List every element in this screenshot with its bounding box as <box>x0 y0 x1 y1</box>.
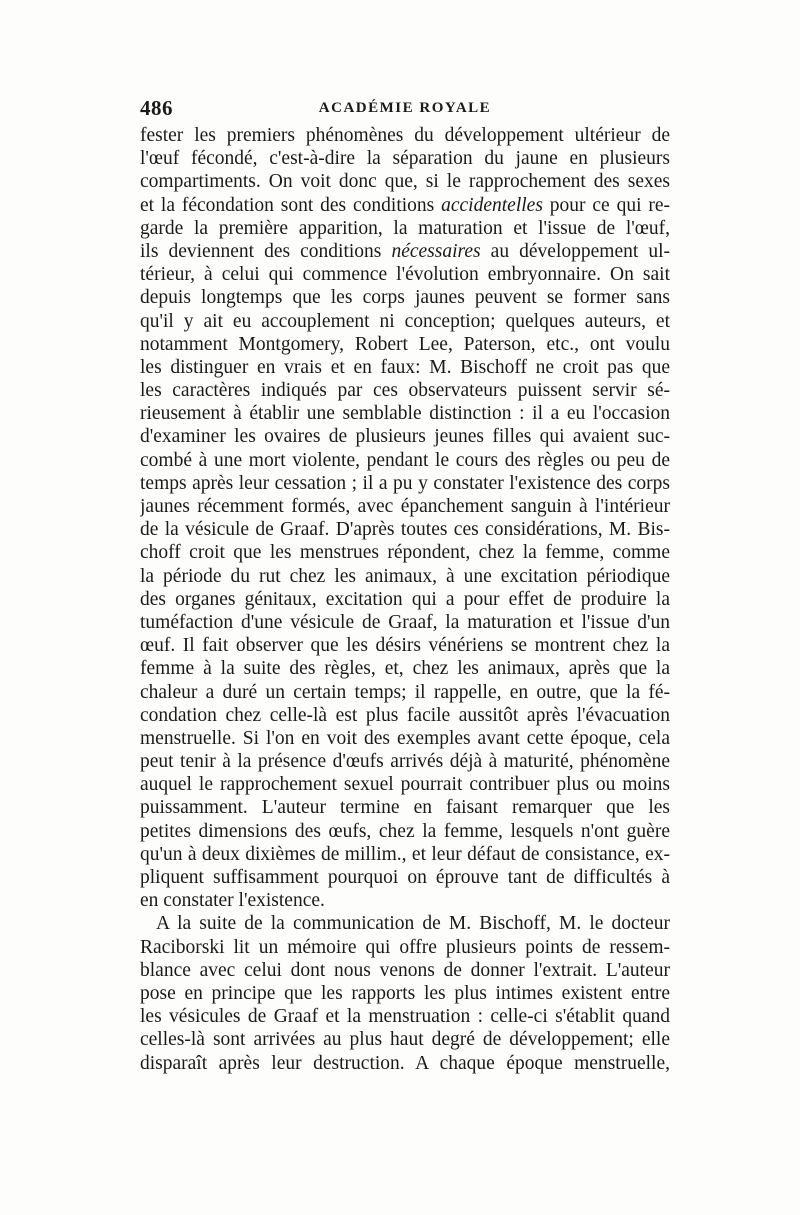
text-line: ils deviennent des conditions nécessaires au développement ul- <box>140 240 670 262</box>
text-line: de la vésicule de Graaf. D'après toutes ces considérations, M. Bis- <box>140 519 670 541</box>
text-line: pose en principe que les rapports les plus intimes existent entre <box>140 982 670 1004</box>
text-line: des organes génitaux, excitation qui a pour effet de produire la <box>140 588 670 610</box>
text-line: et la fécondation sont des conditions accidentelles pour ce qui re- <box>140 194 670 216</box>
text-line: garde la première apparition, la maturation et l'issue de l'œuf, <box>140 217 670 239</box>
text-line: combé à une mort violente, pendant le cours des règles ou peu de <box>140 449 670 471</box>
text-line: temps après leur cessation ; il a pu y constater l'existence des corps <box>140 472 670 494</box>
paragraph-start-line: A la suite de la communication de M. Bischoff, M. le docteur <box>156 913 670 935</box>
paragraph-end-line: en constater l'existence. <box>140 890 325 912</box>
text-line: celles-là sont arrivées au plus haut degré de développement; elle <box>140 1029 670 1051</box>
text-line: petites dimensions des œufs, chez la femme, lesquels n'ont guère <box>140 820 670 842</box>
text-line: condation chez celle-là est plus facile aussitôt après l'évacuation <box>140 704 670 726</box>
text-line: femme à la suite des règles, et, chez les animaux, après que la <box>140 658 670 680</box>
text-line: fester les premiers phénomènes du développement ultérieur de <box>140 125 670 146</box>
text-line: notamment Montgomery, Robert Lee, Paterson, etc., ont voulu <box>140 333 670 355</box>
text-line: compartiments. On voit donc que, si le rapprochement des sexes <box>140 171 670 193</box>
text-line: disparaît après leur destruction. A chaque époque menstruelle, <box>140 1052 670 1074</box>
text-line: pliquent suffisamment pourquoi on éprouve tant de difficultés à <box>140 867 670 888</box>
text-line: les distinguer en vrais et en faux: M. Bischoff ne croit pas que <box>140 356 670 378</box>
text-line: auquel le rapprochement sexuel pourrait contribuer plus ou moins <box>140 774 670 796</box>
text-line: blance avec celui dont nous venons de donner l'extrait. L'auteur <box>140 959 670 981</box>
body-text <box>140 124 670 1075</box>
emphasis: nécessaires <box>391 240 481 262</box>
text-line: œuf. Il fait observer que les désirs vénériens se montrent chez la <box>140 635 670 657</box>
text-line: menstruelle. Si l'on en voit des exemples avant cette époque, cela <box>140 727 670 749</box>
text-line: peut tenir à la présence d'œufs arrivés déjà à maturité, phénomène <box>140 751 670 773</box>
text-line: puissamment. L'auteur termine en faisant remarquer que les <box>140 797 670 819</box>
page-header <box>140 96 670 126</box>
text-line: l'œuf fécondé, c'est-à-dire la séparation du jaune en plusieurs <box>140 148 670 170</box>
text-line: les vésicules de Graaf et la menstruation : celle-ci s'établit quand <box>140 1006 670 1028</box>
text-line: les caractères indiqués par ces observateurs puissent servir sé- <box>140 380 670 402</box>
text-line: la période du rut chez les animaux, à une excitation périodique <box>140 565 670 587</box>
text-line: jaunes récemment formés, avec épanchement sanguin à l'intérieur <box>140 496 670 517</box>
text-line: térieur, à celui qui commence l'évolution embryonnaire. On sait <box>140 264 670 286</box>
text-line: choff croit que les menstrues répondent, chez la femme, comme <box>140 542 670 564</box>
running-title: ACADÉMIE ROYALE <box>318 100 492 116</box>
text-line: qu'un à deux dixièmes de millim., et leur défaut de consistance, ex- <box>140 843 670 865</box>
text-line: chaleur a duré un certain temps; il rappelle, en outre, que la fé- <box>140 681 670 703</box>
page-number: 486 <box>140 96 173 120</box>
text-line: rieusement à établir une semblable distinction : il a eu l'occasion <box>140 403 670 425</box>
text-line: depuis longtemps que les corps jaunes peuvent se former sans <box>140 287 670 309</box>
text-line: Raciborski lit un mémoire qui offre plusieurs points de ressem- <box>140 936 670 958</box>
text-line: qu'il y ait eu accouplement ni conception; quelques auteurs, et <box>140 310 670 332</box>
text-line: d'examiner les ovaires de plusieurs jeunes filles qui avaient suc- <box>140 426 670 448</box>
text-line: tuméfaction d'une vésicule de Graaf, la maturation et l'issue d'un <box>140 611 670 633</box>
emphasis: accidentelles <box>441 194 543 216</box>
